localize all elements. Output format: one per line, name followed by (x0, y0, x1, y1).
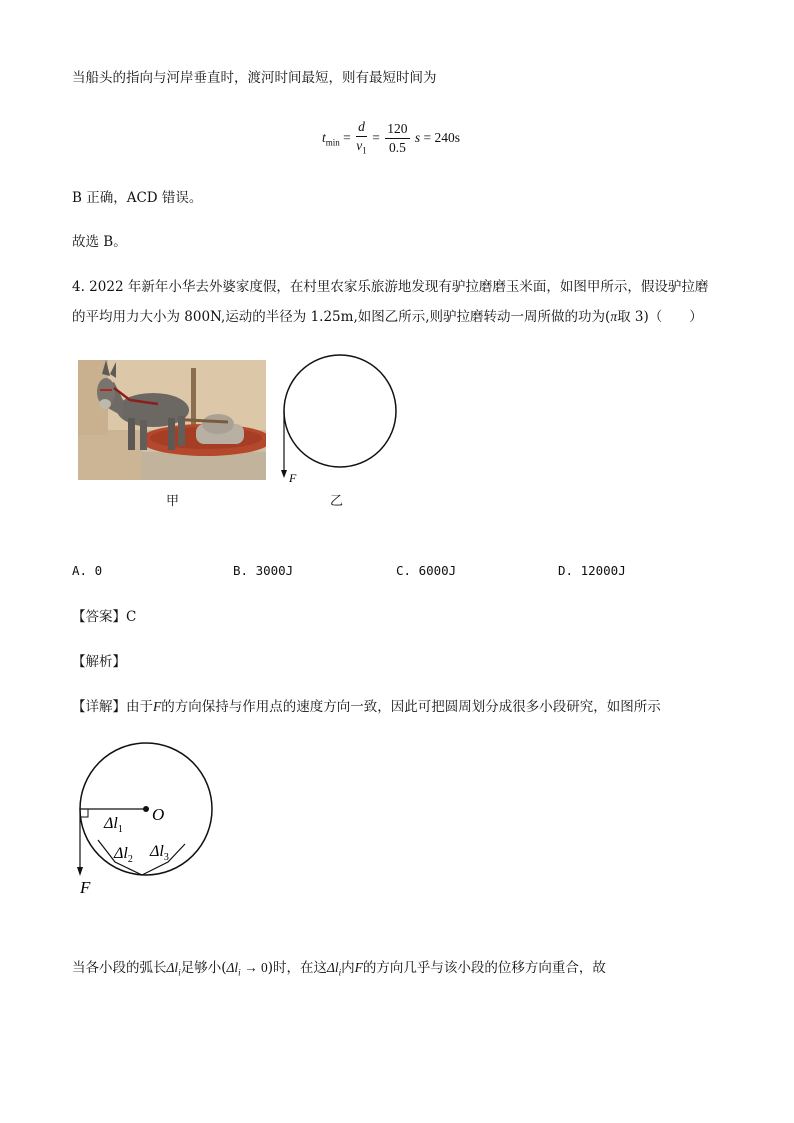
path-circle (284, 355, 396, 467)
pi-symbol: π (610, 309, 618, 324)
figure-jia-caption: 甲 (166, 494, 180, 509)
last-F-symbol: F (354, 960, 363, 975)
last-text-e: 的方向几乎与该小段的位移方向重合，故 (362, 960, 606, 976)
text-line-1: 当船头的指向与河岸垂直时，渡河时间最短，则有最短时间为 (72, 70, 437, 86)
last-text-b: 足够小( (180, 960, 227, 976)
formula-tmin (322, 118, 460, 160)
detail-F-symbol: F (153, 699, 162, 714)
text-choose-b: 故选 B。 (72, 234, 127, 250)
v-sub: 1 (362, 145, 367, 156)
arc-segments-diagram (70, 740, 220, 900)
formula-t-sub: min (325, 137, 340, 148)
answer-tag: 【答案】 (72, 609, 126, 625)
label-dl3: $\Delta l_3$ (150, 843, 169, 863)
circle-force-diagram (278, 350, 408, 490)
label-F: F (80, 878, 91, 897)
fraction-05: 0.5 (388, 140, 406, 156)
fraction-v1 (356, 137, 367, 160)
last-text-a: 当各小段的弧长 (72, 960, 167, 976)
detail-text-b: 的方向保持与作用点的速度方向一致，因此可把圆周划分成很多小段研究，如图所示 (161, 699, 661, 715)
v-symbol: v (356, 138, 363, 153)
formula-s: s (414, 129, 421, 145)
question-4-line-2 (72, 307, 703, 327)
answer-value: C (126, 609, 137, 625)
center-label-O: O (152, 805, 165, 824)
force-F-arrowhead (77, 867, 83, 876)
donkey-mill-photo (78, 360, 266, 480)
fraction-120-05 (385, 120, 409, 157)
text-last-line (72, 958, 606, 983)
option-a[interactable]: A. 0 (72, 563, 103, 578)
dl-i-2: $\Delta l_i$ (326, 960, 342, 978)
last-text-d: 内 (341, 960, 355, 976)
fraction-d-v1 (356, 118, 367, 160)
detail-text-a: 由于 (126, 699, 153, 715)
detail-tag: 【详解】 (72, 699, 126, 715)
fraction-120: 120 (385, 120, 409, 139)
detail-line (72, 697, 661, 717)
question-4-line-2-text: 的平均用力大小为 800N,运动的半径为 1.25m,如图乙所示,则驴拉磨转动一周所做的功为( (72, 309, 611, 325)
donkey-mill-illustration (78, 360, 266, 480)
answer-line (72, 607, 136, 627)
label-dl2: $\Delta l_2$ (114, 845, 133, 865)
force-label: F (289, 471, 297, 485)
fraction-d: d (356, 118, 367, 137)
force-arrow-head (281, 470, 287, 478)
last-text-c: )时，在这 (267, 960, 327, 976)
figure-yi-caption: 乙 (330, 494, 344, 509)
dl-i-1: $\Delta l_i$ (166, 960, 181, 978)
question-4-line-2-end: 取 3)（ ） (617, 309, 703, 325)
formula-eq-1: = (343, 129, 351, 145)
analysis-heading: 【解析】 (72, 654, 126, 670)
center-point (143, 806, 149, 812)
formula-eq-2: = (372, 129, 380, 145)
option-b[interactable]: B. 3000J (233, 563, 294, 578)
text-b-correct: B 正确，ACD 错误。 (72, 190, 203, 206)
dl-i-limit: $\Delta l_i \to 0$ (226, 960, 268, 978)
formula-result: = 240s (423, 129, 461, 145)
option-d[interactable]: D. 12000J (558, 563, 626, 578)
option-c[interactable]: C. 6000J (396, 563, 457, 578)
formula-t: t (322, 129, 326, 145)
right-angle-mark (80, 809, 88, 817)
question-4-line-1: 4. 2022 年新年小华去外婆家度假，在村里农家乐旅游地发现有驴拉磨磨玉米面，如图甲所示，假设驴拉磨 (72, 279, 709, 295)
label-dl1: $\Delta l_1$ (104, 815, 123, 835)
